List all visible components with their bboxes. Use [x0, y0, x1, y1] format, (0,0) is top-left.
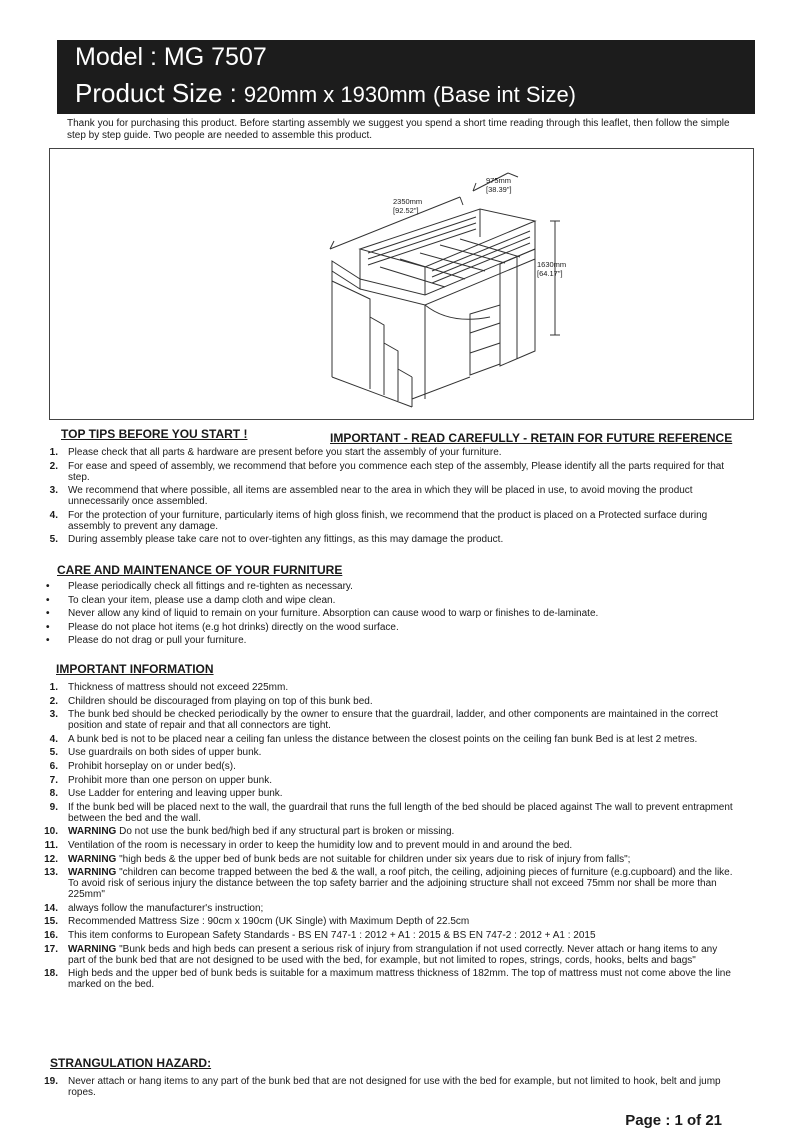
care-heading: CARE AND MAINTENANCE OF YOUR FURNITURE [57, 563, 343, 577]
product-size-title [75, 78, 576, 110]
item-number: 18. [44, 968, 58, 980]
item-number: 8. [49, 788, 58, 800]
item-number: 3. [49, 485, 58, 497]
item-text: To clean your item, please use a damp cloth and wipe clean. [68, 594, 336, 606]
item-text: This item conforms to European Safety Standards - BS EN 747-1 : 2012 + A1 : 2015 & BS EN 747-2 : 2012 + A1 : 2015 [68, 929, 596, 941]
item-text: "children can become trapped between the bed & the wall, a roof pitch, the ceiling, adjoining pieces of furniture (e.g.cupboard) and the like. To avoid risk of serious injury the distance between the top safety barrier and the adjoining structure shall not exceed 75mm nor shall be more than 225mm" [68, 867, 733, 901]
item-number: 13. [44, 867, 58, 879]
item-text: For ease and speed of assembly, we recommend that before you commence each step of the assembly, Please identify all the parts required for that step. [68, 460, 725, 483]
item-number: 1. [49, 682, 58, 693]
list-item [36, 747, 736, 758]
list-item [36, 608, 736, 619]
list-item [36, 944, 736, 966]
important-info-list [36, 682, 736, 993]
item-text: Ventilation of the room is necessary in order to keep the humidity low and to prevent mould in and around the bed. [68, 839, 573, 851]
list-item [36, 581, 736, 592]
list-item [36, 682, 736, 693]
list-item [36, 867, 736, 900]
list-item [36, 461, 736, 483]
size-label: Product Size : [75, 78, 237, 108]
item-text: During assembly please take care not to over-tighten any fittings, as this may damage the product. [68, 534, 504, 546]
item-number: 4. [49, 733, 58, 745]
item-text: We recommend that where possible, all items are assembled near to the area in which they will be placed in use, to avoid moving the product unnecessarily once assembled. [68, 485, 693, 508]
item-text: "high beds & the upper bed of bunk beds are not suitable for children under six years due to risk of injury from falls"; [119, 853, 631, 865]
page-number: Page : 1 of 21 [625, 1112, 722, 1129]
item-text: The bunk bed should be checked periodically by the owner to ensure that the guardrail, ladder, and other components are maintained in the correct position and state of repair and that all connectors are tight. [68, 709, 718, 732]
item-text: If the bunk bed will be placed next to the wall, the guardrail that runs the full length of the bed should be placed against The wall to prevent entrapment between the bed and the wall. [68, 801, 733, 824]
item-number: 5. [49, 747, 58, 759]
item-text: Please periodically check all fittings and re-tighten as necessary. [68, 581, 353, 592]
item-text: Never allow any kind of liquid to remain on your furniture. Absorption can cause wood to warp or finishes to de-laminate. [68, 608, 599, 620]
item-text: Please do not drag or pull your furniture. [68, 635, 247, 647]
list-item [36, 802, 736, 824]
list-item [36, 534, 736, 545]
list-item [36, 854, 736, 865]
item-text: A bunk bed is not to be placed near a ceiling fan unless the distance between the closest points on the ceiling fan bunk Bed is at lest 2 metres. [68, 733, 698, 745]
item-number: 3. [49, 709, 58, 721]
item-number: 7. [49, 774, 58, 786]
bullet-icon: • [46, 608, 50, 620]
list-item [36, 485, 736, 507]
list-item [36, 510, 736, 532]
bullet-icon: • [46, 635, 50, 647]
care-list [36, 581, 736, 649]
item-number: 11. [44, 839, 58, 851]
list-item [36, 840, 736, 851]
list-item [36, 635, 736, 646]
intro-text: Thank you for purchasing this product. Before starting assembly we suggest you spend a short time reading through this leaflet, then follow the simple step by step guide. Two people are needed to assemble this product. [67, 118, 730, 141]
item-text: Do not use the bunk bed/high bed if any structural part is broken or missing. [119, 826, 455, 838]
list-item [36, 788, 736, 799]
item-number: 2. [49, 460, 58, 472]
item-text: Use Ladder for entering and leaving upper bunk. [68, 788, 283, 800]
size-note: (Base int Size) [432, 82, 577, 107]
item-number: 15. [44, 916, 58, 928]
item-number: 10. [44, 826, 58, 838]
list-item [36, 916, 736, 927]
important-info-heading: IMPORTANT INFORMATION [56, 662, 214, 676]
item-text: Prohibit more than one person on upper bunk. [68, 774, 273, 786]
list-item [36, 696, 736, 707]
list-item [36, 826, 736, 837]
list-item [36, 968, 736, 990]
list-item [36, 903, 736, 914]
warning-label: WARNING [68, 943, 117, 955]
item-number: 4. [49, 509, 58, 521]
item-number: 14. [44, 902, 58, 914]
dim-length: 2350mm [92.52"] [393, 197, 423, 215]
list-item [36, 709, 736, 731]
list-item [36, 930, 736, 941]
dim-height: 1630mm [64.17"] [537, 260, 567, 278]
item-text: always follow the manufacturer's instruction; [68, 902, 264, 914]
item-text: Prohibit horseplay on or under bed(s). [68, 760, 236, 772]
list-item [36, 775, 736, 786]
size-dims: 920mm x 1930mm [243, 82, 426, 107]
list-item [36, 734, 736, 745]
title-banner [57, 40, 755, 114]
important-read-heading: IMPORTANT - READ CAREFULLY - RETAIN FOR FUTURE REFERENCE [330, 431, 733, 445]
list-item [36, 595, 736, 606]
item-text: Recommended Mattress Size : 90cm x 190cm (UK Single) with Maximum Depth of 22.5cm [68, 916, 470, 928]
model-title: Model : MG 7507 [75, 43, 267, 71]
item-number: 19. [44, 1076, 58, 1087]
bullet-icon: • [46, 594, 50, 606]
item-number: 16. [44, 929, 58, 941]
bullet-icon: • [46, 621, 50, 633]
list-item [36, 761, 736, 772]
item-number: 6. [49, 760, 58, 772]
list-item [36, 622, 736, 633]
item-text: Thickness of mattress should not exceed 225mm. [68, 682, 289, 693]
item-number: 9. [49, 801, 58, 813]
item-number: 2. [49, 695, 58, 707]
item-number: 12. [44, 853, 58, 865]
warning-label: WARNING [68, 853, 117, 865]
warning-label: WARNING [68, 867, 117, 879]
item-number: 5. [49, 534, 58, 546]
list-item [36, 1076, 736, 1098]
dim-width: 975mm [38.39"] [486, 176, 512, 194]
item-text: Children should be discouraged from playing on top of this bunk bed. [68, 695, 373, 707]
list-item [36, 447, 736, 458]
strangulation-list [36, 1076, 736, 1101]
top-tips-heading: TOP TIPS BEFORE YOU START ! [61, 427, 248, 441]
product-figure [49, 148, 754, 420]
top-tips-list [36, 447, 736, 548]
item-text: Use guardrails on both sides of upper bunk. [68, 747, 262, 759]
warning-label: WARNING [68, 826, 117, 838]
item-number: 17. [44, 943, 58, 955]
strangulation-heading: STRANGULATION HAZARD: [50, 1056, 212, 1070]
item-text: Please check that all parts & hardware are present before you start the assembly of your furniture. [68, 447, 502, 458]
item-text: For the protection of your furniture, particularly items of high gloss finish, we recommend that the product is placed on a Protected surface during assembly to prevent any damage. [68, 509, 708, 532]
bunk-bed-drawing [50, 149, 755, 421]
item-text: High beds and the upper bed of bunk beds is suitable for a maximum mattress thickness of 182mm. The top of mattress must not come above the line marked on the bed. [68, 968, 731, 991]
bullet-icon: • [46, 581, 50, 592]
item-text: "Bunk beds and high beds can present a serious risk of injury from strangulation if not used correctly. Never attach or hang items to any part of the bunk bed that are not designed to be used with the bed, for example, but not limited to ropes, strings, cords, hooks, belts and bags" [68, 943, 718, 966]
item-number: 1. [49, 447, 58, 458]
item-text: Please do not place hot items (e.g hot drinks) directly on the wood surface. [68, 621, 399, 633]
item-text: Never attach or hang items to any part of the bunk bed that are not designed for use with the bed for example, but not limited to hook, belt and jump ropes. [68, 1076, 721, 1098]
